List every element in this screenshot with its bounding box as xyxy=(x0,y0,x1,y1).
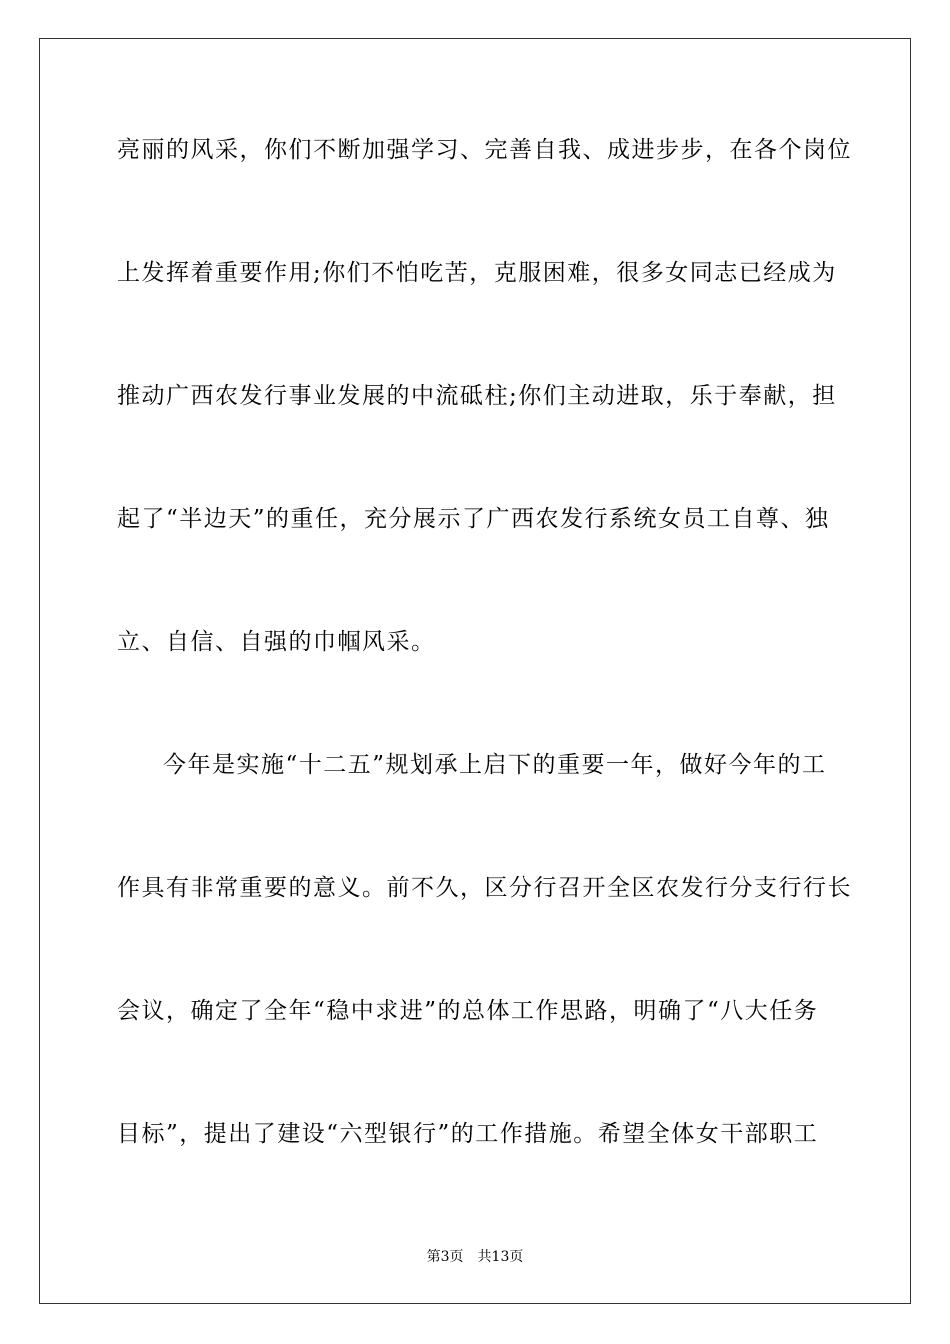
body-text-line: 会议，确定了全年“稳中求进”的总体工作思路，明确了“八大任务 xyxy=(117,998,819,1024)
body-text-line: 目标”，提出了建设“六型银行”的工作措施。希望全体女干部职工 xyxy=(117,1121,819,1147)
body-text-line: 亮丽的风采，你们不断加强学习、完善自我、成进步步，在各个岗位 xyxy=(117,137,852,163)
paragraph-start-line: 今年是实施“十二五”规划承上启下的重要一年，做好今年的工 xyxy=(163,752,827,778)
page-number-footer: 第3页 共13页 xyxy=(426,1249,524,1265)
body-text-line: 推动广西农发行事业发展的中流砥柱;你们主动进取，乐于奉献，担 xyxy=(117,383,837,409)
page-frame xyxy=(39,38,911,1304)
body-text-line: 作具有非常重要的意义。前不久，区分行召开全区农发行分支行行长 xyxy=(117,875,852,901)
body-text-line: 起了“半边天”的重任，充分展示了广西农发行系统女员工自尊、独 xyxy=(117,506,830,532)
body-text-line: 上发挥着重要作用;你们不怕吃苦，克服困难，很多女同志已经成为 xyxy=(117,260,837,286)
body-text-line: 立、自信、自强的巾帼风采。 xyxy=(117,629,436,655)
